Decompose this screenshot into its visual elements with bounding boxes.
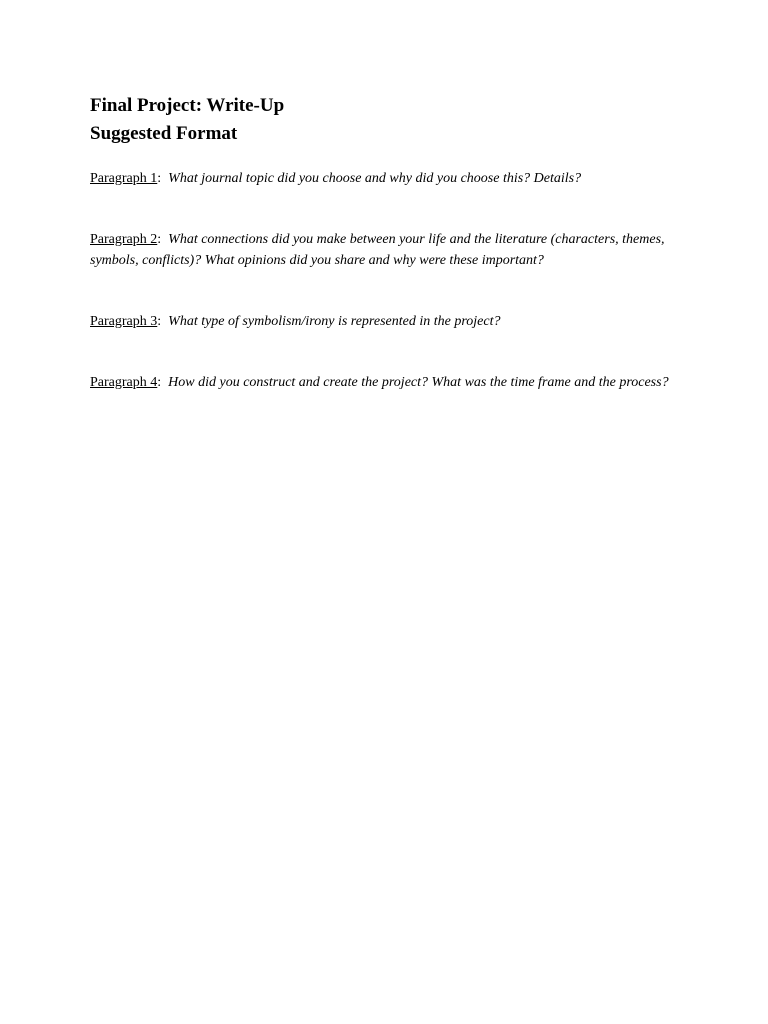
paragraph-2-prompt: What connections did you make between your life and the literature (characters, themes, symbols, conflicts)? What opinions did you share and why were these important?	[90, 232, 665, 268]
document-page	[90, 92, 690, 393]
paragraph-3-prompt: What type of symbolism/irony is represented in the project?	[168, 314, 501, 329]
document-subtitle: Suggested Format	[90, 123, 238, 144]
paragraph-1-label: Paragraph 1	[90, 171, 158, 186]
paragraph-2-label: Paragraph 2	[90, 232, 158, 247]
paragraph-1: Paragraph 1: What journal topic did you choose and why did you choose this? Details?	[90, 171, 582, 186]
paragraph-2: Paragraph 2: What connections did you make between your life and the literature (characters, themes, symbols, conflicts)? What opinions did you share and why were these important?	[90, 232, 665, 268]
document-header	[90, 92, 690, 148]
document-title: Final Project: Write-Up	[90, 95, 285, 116]
paragraph-4-label: Paragraph 4	[90, 375, 158, 390]
paragraph-4: Paragraph 4: How did you construct and create the project? What was the time frame and the process?	[90, 375, 669, 390]
paragraph-1-prompt: What journal topic did you choose and why did you choose this? Details?	[168, 171, 582, 186]
paragraph-3-label: Paragraph 3	[90, 314, 158, 329]
paragraph-4-prompt: How did you construct and create the project? What was the time frame and the process?	[168, 375, 669, 390]
paragraph-3: Paragraph 3: What type of symbolism/irony is represented in the project?	[90, 314, 501, 329]
